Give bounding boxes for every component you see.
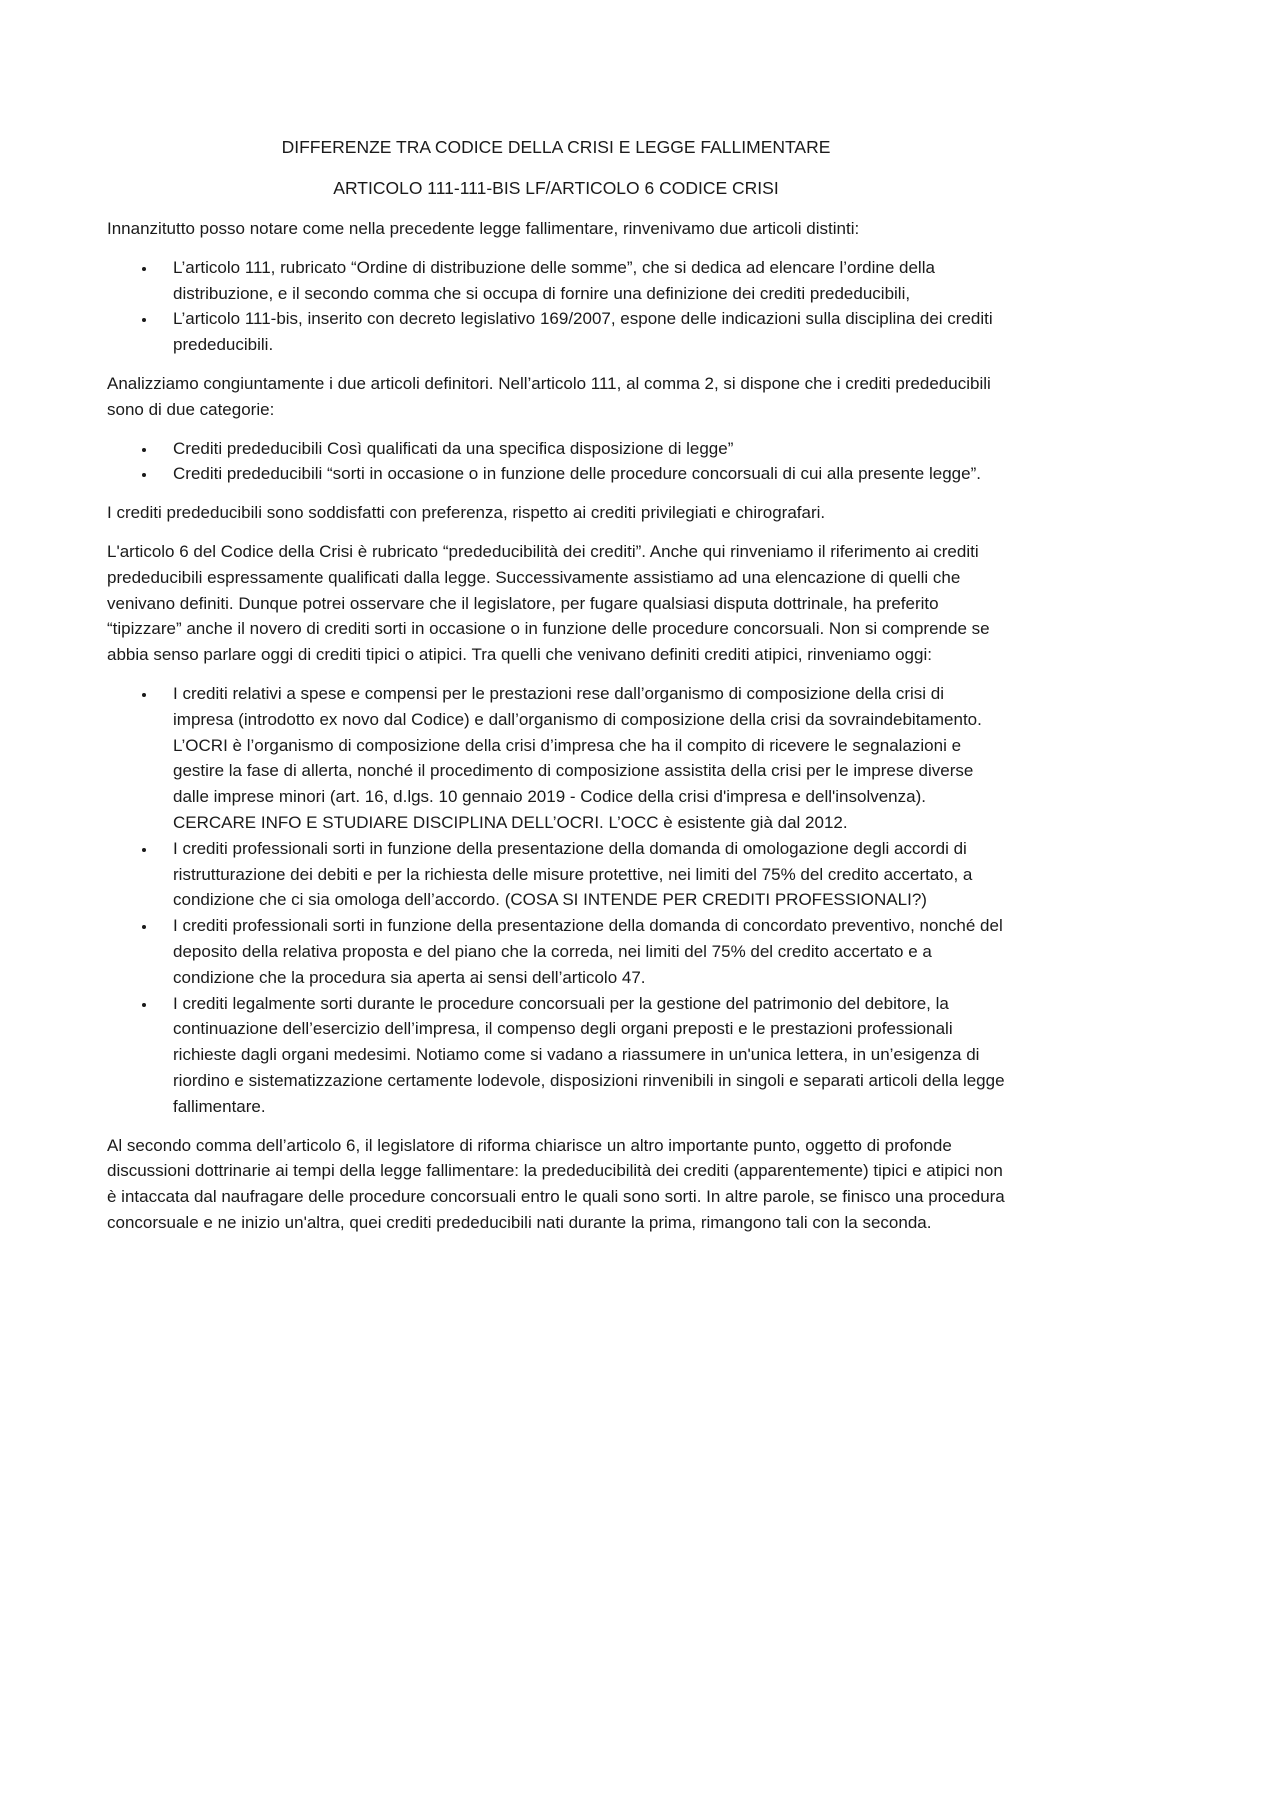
bullet-list-crediti-atipici <box>107 681 1005 1120</box>
list-item-crediti-concordato: • I crediti professionali sorti in funzione della presentazione della domanda di concordato preventivo, nonché del deposito della relativa proposta e del piano che la correda, nei limiti del 75% del credito accertato e a condizione che la procedura sia aperta ai sensi dell’articolo 47. <box>157 913 1005 990</box>
paragraph-intro: Innanzitutto posso notare come nella precedente legge fallimentare, rinvenivamo due articoli distinti: <box>107 219 860 238</box>
list-item-crediti-ocri: • I crediti relativi a spese e compensi per le prestazioni rese dall’organismo di composizione della crisi di impresa (introdotto ex novo dal Codice) e dall’organismo di composizione della crisi da sovraindebitamento. L’OCRI è l’organismo di composizione della crisi d’impresa che ha il compito di ricevere le segnalazioni e gestire la fase di allerta, nonché il procedimento di composizione assistita della crisi per le imprese diverse dalle imprese minori (art. 16, d.lgs. 10 gennaio 2019 - Codice della crisi d'impresa e dell'insolvenza). CERCARE INFO E STUDIARE DISCIPLINA DELL’OCRI. L’OCC è esistente già dal 2012. <box>157 681 1005 836</box>
list-item-articolo-111: • L’articolo 111, rubricato “Ordine di distribuzione delle somme”, che si dedica ad elencare l’ordine della distribuzione, e il secondo comma che si occupa di fornire una definizione dei crediti prededucibili, <box>157 255 1005 307</box>
paragraph-articolo-6: L'articolo 6 del Codice della Crisi è rubricato “prededucibilità dei crediti”. Anche qui rinveniamo il riferimento ai crediti prededucibili espressamente qualificati dalla legge. Successivamente assistiamo ad una elencazione di quelli che venivano definiti. Dunque potrei osservare che il legislatore, per fugare qualsiasi disputa dottrinale, ha preferito “tipizzare” anche il novero di crediti sorti in occasione o in funzione delle procedure concorsuali. Non si comprende se abbia senso parlare oggi di crediti tipici o atipici. Tra quelli che venivano definiti crediti atipici, rinveniamo oggi: <box>107 541 990 665</box>
bullet-list-articles-lf <box>107 255 1005 358</box>
paragraph-analisi: Analizziamo congiuntamente i due articoli definitori. Nell’articolo 111, al comma 2, si dispone che i crediti prededucibili sono di due categorie: <box>107 373 991 419</box>
list-item-crediti-legalmente-sorti: • I crediti legalmente sorti durante le procedure concorsuali per la gestione del patrimonio del debitore, la continuazione dell’esercizio dell’impresa, il compenso degli organi preposti e le prestazioni professionali richieste dagli organi medesimi. Notiamo come si vadano a riassumere in un'unica lettera, in un’esigenza di riordino e sistematizzazione certamente lodevole, disposizioni rinvenibili in singoli e separati articoli della legge fallimentare. <box>157 991 1005 1120</box>
list-item-crediti-sorti: • Crediti prededucibili “sorti in occasione o in funzione delle procedure concorsuali di cui alla presente legge”. <box>157 461 1005 487</box>
list-item-crediti-qualificati: • Crediti prededucibili Così qualificati da una specifica disposizione di legge” <box>157 436 1005 462</box>
document-subtitle: ARTICOLO 111-111-BIS LF/ARTICOLO 6 CODICE CRISI <box>333 178 779 198</box>
list-item-articolo-111-bis: • L’articolo 111-bis, inserito con decreto legislativo 169/2007, espone delle indicazioni sulla disciplina dei crediti prededucibili. <box>157 306 1005 358</box>
document-title: DIFFERENZE TRA CODICE DELLA CRISI E LEGGE FALLIMENTARE <box>281 137 831 157</box>
paragraph-preferenza: I crediti prededucibili sono soddisfatti con preferenza, rispetto ai crediti privilegiati e chirografari. <box>107 503 826 523</box>
paragraph-secondo-comma: Al secondo comma dell’articolo 6, il legislatore di riforma chiarisce un altro importante punto, oggetto di profonde discussioni dottrinarie ai tempi della legge fallimentare: la prededucibilità dei crediti (apparentemente) tipici e atipici non è intaccata dal naufragare delle procedure concorsuali entro le quali sono sorti. In altre parole, se finisco una procedura concorsuale e ne inizio un'altra, quei crediti prededucibili nati durante la prima, rimangono tali con la seconda. <box>107 1135 1005 1232</box>
list-item-crediti-omologazione: • I crediti professionali sorti in funzione della presentazione della domanda di omologazione degli accordi di ristrutturazione dei debiti e per la richiesta delle misure protettive, nei limiti del 75% del credito accertato, a condizione che ci sia omologa dell’accordo. (COSA SI INTENDE PER CREDITI PROFESSIONALI?) <box>157 836 1005 913</box>
bullet-list-categorie-crediti <box>107 436 1005 488</box>
